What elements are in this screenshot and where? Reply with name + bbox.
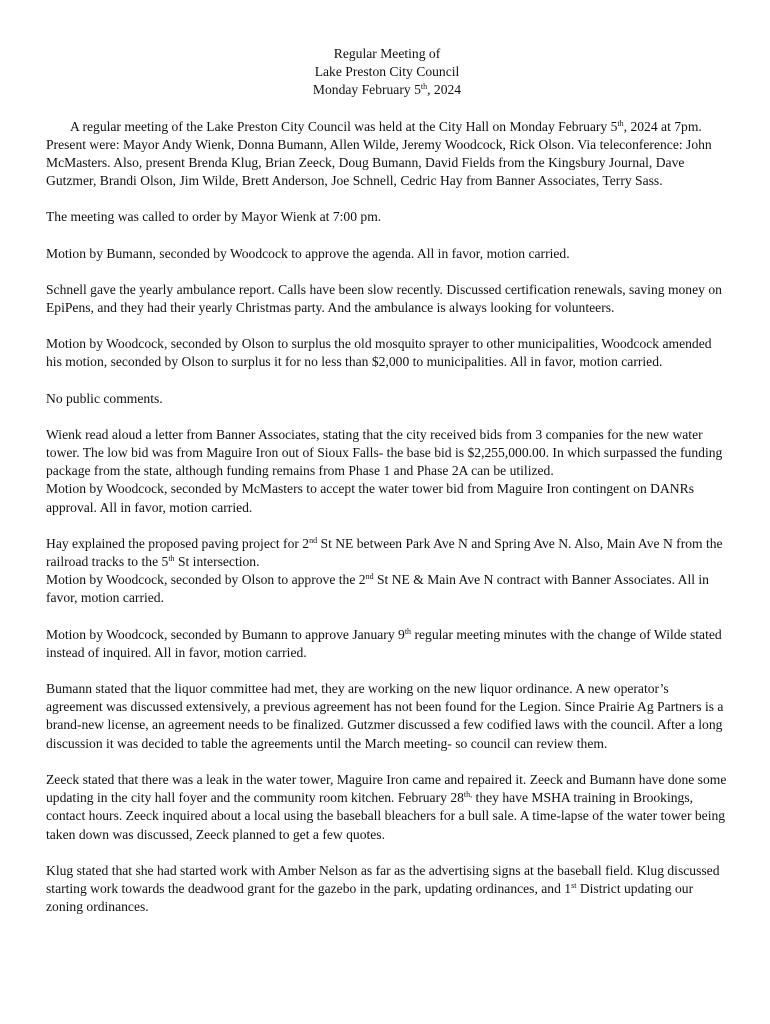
- minutes-motion-paragraph: [46, 626, 728, 662]
- liquor-committee-paragraph: Bumann stated that the liquor committee had met, they are working on the new liquor ordinance. A new operator’s agreement was discussed extensively, a previous agreement has not been found for the Legion. Since Prairie Ag Partners is a brand-new license, an agreement needs to be finalized. Gutzmer discussed a few codified laws with the council. After a long discussion it was decided to table the agreements until the March meeting- so council can review them.: [46, 681, 724, 751]
- date-year: , 2024: [427, 82, 462, 98]
- paving-ordinal-1: nd: [309, 535, 318, 545]
- klug-report-paragraph: [46, 862, 728, 917]
- minutes-motion-text: Motion by Woodcock, seconded by Bumann to approve January 9: [46, 626, 405, 642]
- date-ordinal: th: [420, 82, 428, 92]
- header-line-date: [46, 81, 728, 99]
- minutes-motion-rest: regular meeting minutes with the change of Wilde stated instead of inquired. All in favor, motion carried.: [46, 626, 722, 660]
- zeeck-text: Zeeck stated that there was a leak in the water tower, Maguire Iron came and repaired it. Zeeck and Bumann have done some updating in the city hall foyer and the community room kitchen. February 28: [46, 771, 727, 806]
- intro-ordinal: th: [617, 118, 624, 128]
- paving-ordinal-2: th: [168, 554, 175, 564]
- water-tower-paragraph: [46, 426, 728, 517]
- paving-text: Hay explained the proposed paving project for 2: [46, 535, 310, 551]
- minutes-motion-ordinal: th: [404, 626, 412, 636]
- intro-text: A regular meeting of the Lake Preston City Council was held at the City Hall on Monday February 5: [70, 118, 618, 134]
- agenda-motion-paragraph: Motion by Bumann, seconded by Woodcock to approve the agenda. All in favor, motion carried.: [46, 245, 570, 261]
- klug-ordinal: st: [571, 880, 577, 890]
- paving-text-3: St intersection.: [174, 554, 260, 570]
- header-line-council: Lake Preston City Council: [314, 64, 460, 80]
- water-tower-text: Wienk read aloud a letter from Banner Associates, stating that the city received bids from 3 companies for the new water tower. The low bid was from Maguire Iron out of Sioux Falls- the base bid is $2,255,000.00. In which surpassed the funding package from the state, although funding remains from Phase 1 and Phase 2A can be utilized.: [46, 426, 723, 479]
- header-line-meeting: Regular Meeting of: [333, 46, 441, 61]
- water-tower-motion: Motion by Woodcock, seconded by McMasters to accept the water tower bid from Maguire Iron contingent on DANRs approval. All in favor, motion carried.: [46, 481, 694, 515]
- paving-motion-ordinal: nd: [365, 572, 374, 582]
- klug-text: Klug stated that she had started work with Amber Nelson as far as the advertising signs at the baseball field. Klug discussed starting work towards the deadwood grant for the gazebo in the park, updating ordinances, and 1: [46, 862, 720, 896]
- zeeck-report-paragraph: [46, 771, 728, 844]
- date-text: Monday February 5: [312, 82, 421, 98]
- ambulance-report-paragraph: Schnell gave the yearly ambulance report. Calls have been slow recently. Discussed certification renewals, saving money on EpiPens, and they had their yearly Christmas party. And the ambulance is always looking for volunteers.: [46, 281, 722, 316]
- zeeck-text-rest: they have MSHA training in Brookings, contact hours. Zeeck inquired about a local using the baseball bleachers for a bull sale. A time-lapse of the water tower being taken down was discussed, Zeeck planned to get a few quotes.: [46, 790, 726, 842]
- paving-motion: Motion by Woodcock, seconded by Olson to approve the 2: [46, 572, 366, 588]
- intro-paragraph: [46, 118, 728, 191]
- klug-text-rest: District updating our zoning ordinances.: [46, 880, 694, 915]
- zeeck-ordinal: th,: [463, 790, 473, 800]
- intro-text-rest: , 2024 at 7pm. Present were: Mayor Andy Wienk, Donna Bumann, Allen Wilde, Jeremy Woodcock, Rick Olson. Via teleconference: John McMasters. Also, present Brenda Klug, Brian Zeeck, Doug Bumann, David Fields from the Kingsbury Journal, Dave Gutzmer, Brandi Olson, Jim Wilde, Brett Anderson, Joe Schnell, Cedric Hay from Banner Associates, Terry Sass.: [46, 118, 712, 189]
- paving-paragraph: [46, 535, 728, 608]
- paving-text-2: St NE between Park Ave N and Spring Ave N. Also, Main Ave N from the railroad tracks to the 5: [46, 535, 723, 570]
- call-to-order-paragraph: The meeting was called to order by Mayor Wienk at 7:00 pm.: [46, 209, 382, 225]
- public-comments-paragraph: No public comments.: [46, 390, 163, 406]
- sprayer-motion-paragraph: Motion by Woodcock, seconded by Olson to surplus the old mosquito sprayer to other municipalities, Woodcock amended his motion, seconded by Olson to surplus it for no less than $2,000 to municipalities. All in favor, motion carried.: [46, 336, 712, 370]
- paving-motion-rest: St NE & Main Ave N contract with Banner Associates. All in favor, motion carried.: [46, 572, 709, 606]
- minutes-page: [46, 45, 728, 934]
- document-header: [46, 45, 728, 100]
